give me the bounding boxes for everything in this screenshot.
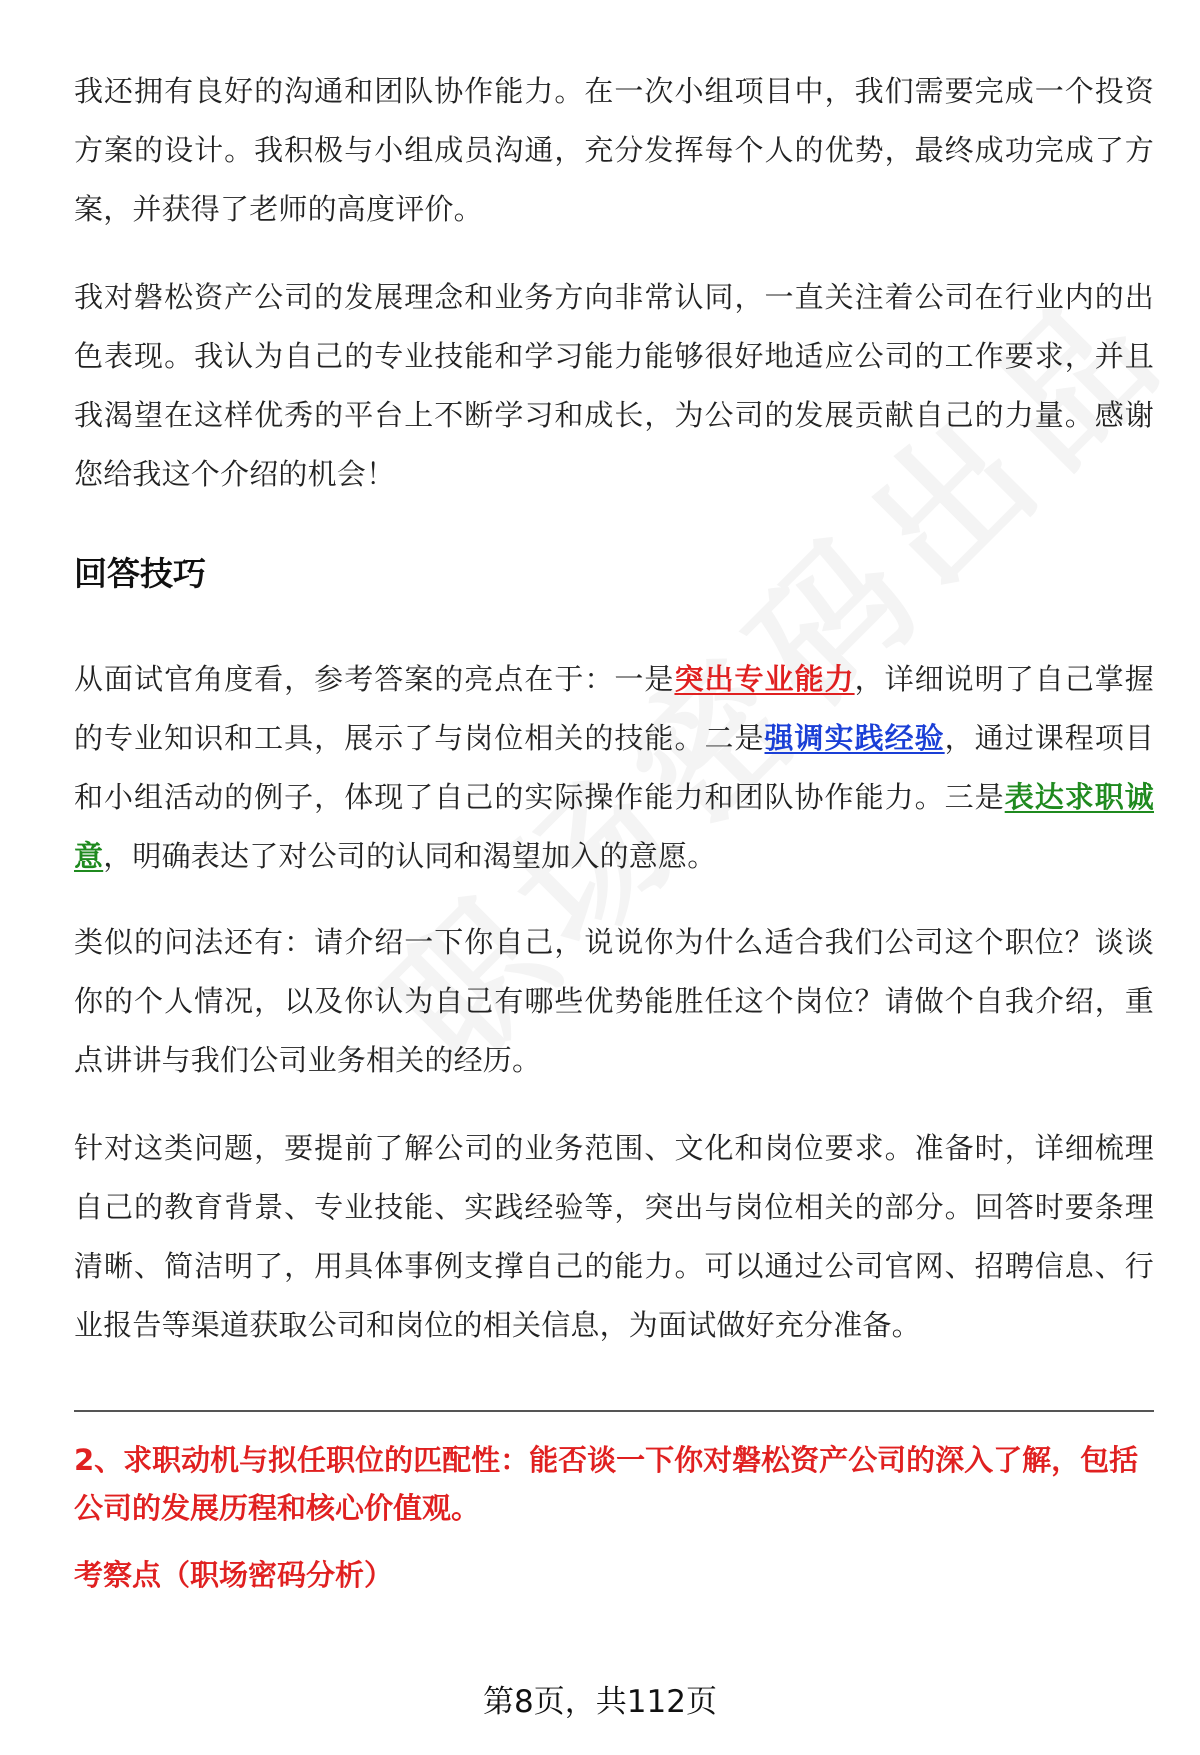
highlight-professional-ability: 突出专业能力 (674, 662, 855, 696)
tips-text-1: 从面试官角度看，参考答案的亮点在于：一是 (74, 662, 675, 696)
paragraph-tips (74, 650, 1154, 886)
section-divider (74, 1410, 1154, 1412)
document-page (74, 0, 1154, 1755)
paragraph-advice: 针对这类问题，要提前了解公司的业务范围、文化和岗位要求。准备时，详细梳理自己的教育背景、专业技能、实践经验等，突出与岗位相关的部分。回答时要条理清晰、简洁明了，用具体事例支撑自己的能力。可以通过公司官网、招聘信息、行业报告等渠道获取公司和岗位的相关信息，为面试做好充分准备。 (74, 1131, 1154, 1342)
highlight-job-sincerity: 表达求职诚意 (74, 780, 1154, 873)
paragraph-similar-questions: 类似的问法还有：请介绍一下你自己，说说你为什么适合我们公司这个职位？谈谈你的个人情况，以及你认为自己有哪些优势能胜任这个岗位？请做个自我介绍，重点讲讲与我们公司业务相关的经历。 (74, 925, 1154, 1077)
question-2-title: 2、求职动机与拟任职位的匹配性：能否谈一下你对磐松资产公司的深入了解，包括公司的发展历程和核心价值观。 (74, 1443, 1139, 1525)
paragraph-teamwork: 我还拥有良好的沟通和团队协作能力。在一次小组项目中，我们需要完成一个投资方案的设计。我积极与小组成员沟通，充分发挥每个人的优势，最终成功完成了方案，并获得了老师的高度评价。 (74, 74, 1154, 226)
assessment-point-heading: 考察点（职场密码分析） (74, 1558, 394, 1592)
page-number-footer: 第8页，共112页 (483, 1684, 717, 1720)
tips-text-3: ，通过课程项目和小组活动的例子，体现了自己的实际操作能力和团队协作能力。三是 (74, 721, 1154, 814)
highlight-practical-experience: 强调实践经验 (764, 721, 945, 755)
paragraph-company-interest: 我对磐松资产公司的发展理念和业务方向非常认同，一直关注着公司在行业内的出色表现。我认为自己的专业技能和学习能力能够很好地适应公司的工作要求，并且我渴望在这样优秀的平台上不断学习和成长，为公司的发展贡献自己的力量。感谢您给我这个介绍的机会！ (74, 280, 1154, 491)
tips-text-2: ，详细说明了自己掌握的专业知识和工具，展示了与岗位相关的技能。二是 (74, 662, 1154, 755)
section-heading-answer-tips: 回答技巧 (74, 554, 206, 593)
tips-text-4: ，明确表达了对公司的认同和渴望加入的意愿。 (103, 839, 717, 873)
